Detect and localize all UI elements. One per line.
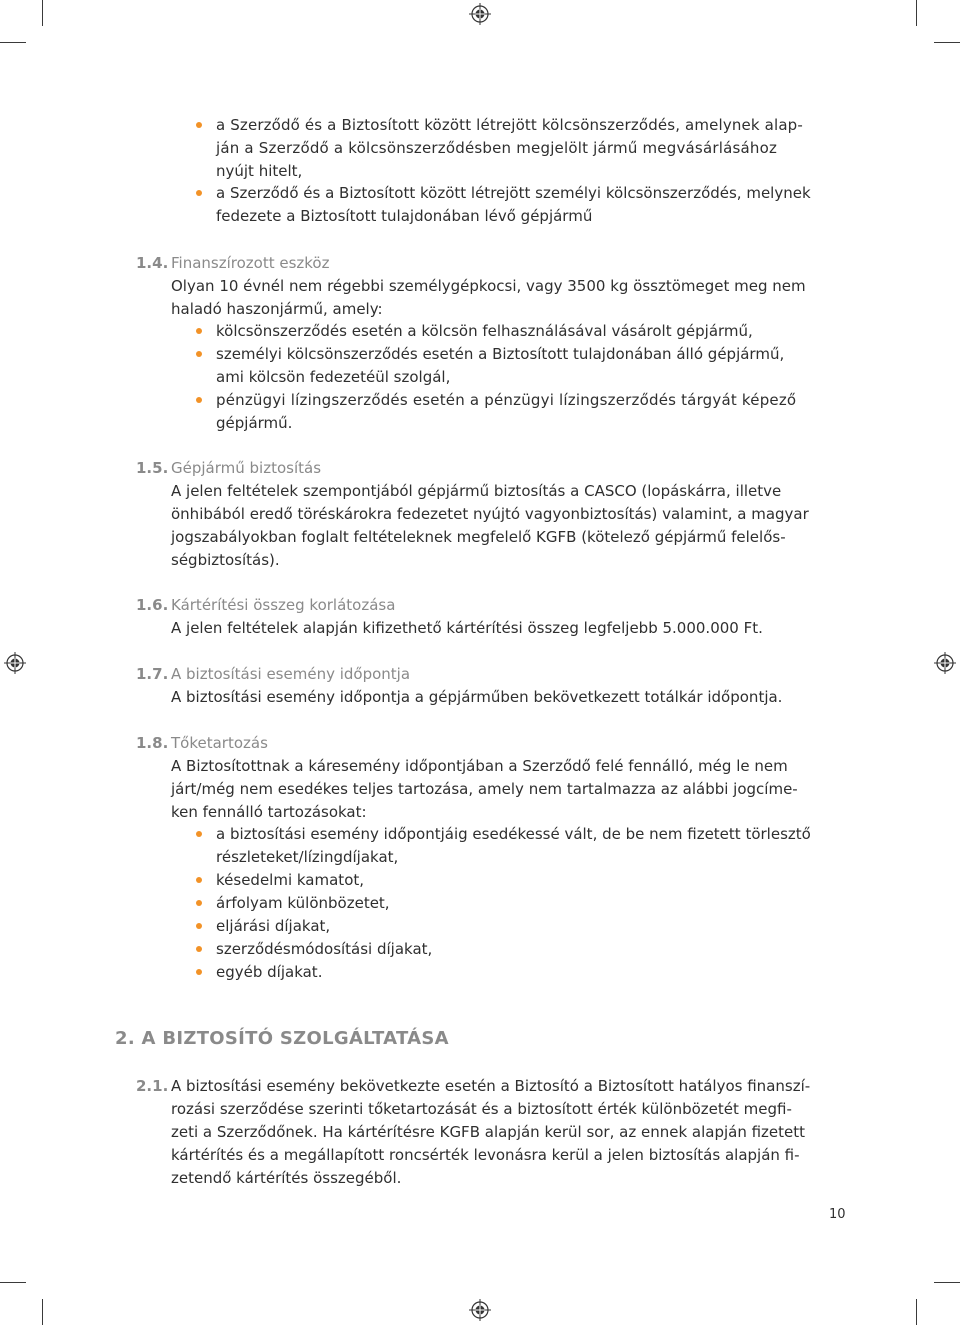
list-item-line: kölcsönszerződés esetén a kölcsön felhasználásával vásárolt gépjármű, <box>216 322 753 340</box>
list-item-line: ján a Szerződő a kölcsönszerződésben megjelölt jármű megvásárlásához <box>216 139 778 157</box>
registration-mark-icon <box>934 652 956 674</box>
bullet-icon <box>196 923 202 929</box>
list-item-line: a Szerződő és a Biztosított között létrejött kölcsönszerződés, amelynek alap- <box>216 116 803 134</box>
list-item-line: szerződésmódosítási díjakat, <box>216 940 433 958</box>
list-item-line: árfolyam különbözetet, <box>216 894 390 912</box>
registration-mark-icon <box>4 652 26 674</box>
list-item-line: késedelmi kamatot, <box>216 871 365 889</box>
section-title: Kártérítési összeg korlátozása <box>171 596 396 614</box>
paragraph-line: A jelen feltételek alapján kifizethető kártérítési összeg legfeljebb 5.000.000 Ft. <box>171 619 763 637</box>
bullet-icon <box>196 122 202 128</box>
list-item-line: a biztosítási esemény időpontjáig esedékessé vált, de be nem fizetett törlesztő <box>216 825 811 843</box>
list-item-line: részleteket/lízingdíjakat, <box>216 848 399 866</box>
section-number: 1.6. <box>136 596 169 614</box>
bullet-icon <box>196 831 202 837</box>
list-item-line: eljárási díjakat, <box>216 917 331 935</box>
paragraph-line: zeti a Szerződőnek. Ha kártérítésre KGFB alapján kerül sor, az ennek alapján fizetett <box>171 1123 806 1141</box>
crop-mark <box>916 0 917 26</box>
crop-mark <box>42 0 43 26</box>
paragraph-line: A biztosítási esemény időpontja a gépjárműben bekövetkezett totálkár időpontja. <box>171 688 783 706</box>
paragraph-line: A Biztosítottnak a káresemény időpontjában a Szerződő felé fennálló, még le nem <box>171 757 788 775</box>
page-number: 10 <box>829 1207 846 1222</box>
registration-mark-icon <box>469 3 491 25</box>
section-number: 1.8. <box>136 734 169 752</box>
registration-mark-icon <box>469 1299 491 1321</box>
section-title: Tőketartozás <box>171 734 268 752</box>
paragraph-line: rozási szerződése szerinti tőketartozását és a biztosított érték különbözetét megfi- <box>171 1100 792 1118</box>
crop-mark <box>916 1299 917 1325</box>
crop-mark <box>0 42 26 43</box>
list-item-line: gépjármű. <box>216 414 293 432</box>
bullet-icon <box>196 397 202 403</box>
crop-mark <box>42 1299 43 1325</box>
crop-mark <box>934 1282 960 1283</box>
section-number: 1.4. <box>136 254 169 272</box>
section-title: A biztosítási esemény időpontja <box>171 665 411 683</box>
list-item-line: ami kölcsön fedezetéül szolgál, <box>216 368 451 386</box>
chapter-heading: 2. A BIZTOSÍTÓ SZOLGÁLTATÁSA <box>115 1028 449 1049</box>
bullet-icon <box>196 900 202 906</box>
list-item-line: nyújt hitelt, <box>216 162 303 180</box>
list-item-line: személyi kölcsönszerződés esetén a Biztosított tulajdonában álló gépjármű, <box>216 345 785 363</box>
bullet-icon <box>196 877 202 883</box>
list-item-line: pénzügyi lízingszerződés esetén a pénzügyi lízingszerződés tárgyát képező <box>216 391 797 409</box>
bullet-icon <box>196 946 202 952</box>
crop-mark <box>0 1282 26 1283</box>
section-title: Gépjármű biztosítás <box>171 459 322 477</box>
paragraph-line: önhibából eredő töréskárokra fedezetet nyújtó vagyonbiztosítás) valamint, a magyar <box>171 505 809 523</box>
paragraph-line: A biztosítási esemény bekövetkezte esetén a Biztosító a Biztosított hatályos finanszí- <box>171 1077 811 1095</box>
section-number: 1.7. <box>136 665 169 683</box>
paragraph-line: ken fennálló tartozásokat: <box>171 803 367 821</box>
list-item-line: fedezete a Biztosított tulajdonában lévő gépjármű <box>216 207 593 225</box>
bullet-icon <box>196 969 202 975</box>
section-number: 2.1. <box>136 1077 169 1095</box>
section-title: Finanszírozott eszköz <box>171 254 330 272</box>
list-item-line: egyéb díjakat. <box>216 963 323 981</box>
paragraph-line: jogszabályokban foglalt feltételeknek megfelelő KGFB (kötelező gépjármű felelős- <box>171 528 786 546</box>
crop-mark <box>934 42 960 43</box>
bullet-icon <box>196 328 202 334</box>
paragraph-line: zetendő kártérítés összegéből. <box>171 1169 402 1187</box>
paragraph-line: haladó haszonjármű, amely: <box>171 300 383 318</box>
paragraph-line: ségbiztosítás). <box>171 551 280 569</box>
list-item-line: a Szerződő és a Biztosított között létrejött személyi kölcsönszerződés, melynek <box>216 184 811 202</box>
paragraph-line: Olyan 10 évnél nem régebbi személygépkocsi, vagy 3500 kg össztömeget meg nem <box>171 277 806 295</box>
paragraph-line: kártérítés és a megállapított roncsérték levonásra kerül a jelen biztosítás alapján fi- <box>171 1146 800 1164</box>
bullet-icon <box>196 190 202 196</box>
bullet-icon <box>196 351 202 357</box>
section-number: 1.5. <box>136 459 169 477</box>
paragraph-line: járt/még nem esedékes teljes tartozása, amely nem tartalmazza az alábbi jogcíme- <box>171 780 798 798</box>
paragraph-line: A jelen feltételek szempontjából gépjármű biztosítás a CASCO (lopáskárra, illetve <box>171 482 782 500</box>
